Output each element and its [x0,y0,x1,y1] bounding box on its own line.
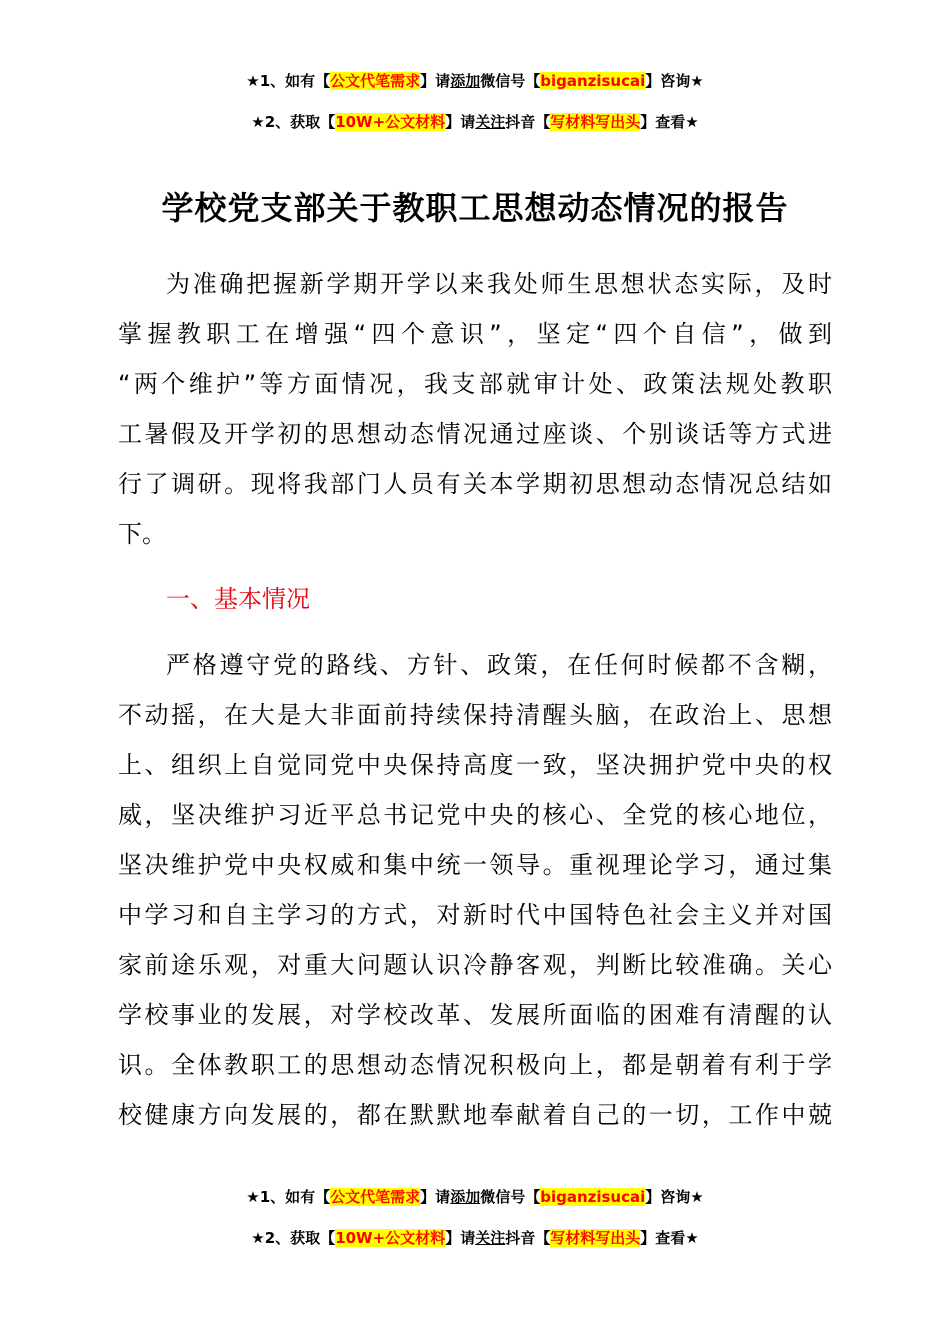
promo-text: ★2、获取【 [251,1229,336,1247]
paragraph-line: 行了调研。现将我部门人员有关本学期初思想动态情况总结如 [118,470,832,498]
promo-underline: 关注 [475,1229,506,1247]
paragraph-line: 严格遵守党的路线、方针、政策，在任何时候都不含糊， [166,651,832,679]
promo-text: 】查看★ [640,113,699,131]
promo-underline: 添加 [450,1188,481,1206]
promo-text: 微信号【 [480,72,541,90]
paragraph-line: 工暑假及开学初的思想动态情况通过座谈、个别谈话等方式进 [118,420,832,448]
paragraph-line: 识。全体教职工的思想动态情况积极向上，都是朝着有利于学 [118,1051,832,1079]
promo-highlight: biganzisucai [540,1188,646,1206]
promo-highlight: 公文代笔需求 [330,1188,421,1206]
promo-text: 】请 [420,72,451,90]
promo-highlight: 写材料写出头 [550,113,641,131]
promo-text: 抖音【 [505,1229,551,1247]
paragraph-line: 为准确把握新学期开学以来我处师生思想状态实际，及时 [166,270,832,298]
paragraph-line: 掌握教职工在增强“四个意识”，坚定“四个自信”，做到 [118,320,832,348]
promo-underline: 关注 [475,113,506,131]
paragraph-line: 威，坚决维护习近平总书记党中央的核心、全党的核心地位， [118,801,832,829]
promo-highlight: 写材料写出头 [550,1229,641,1247]
document-title: 学校党支部关于教职工思想动态情况的报告 [161,189,789,227]
promo-text: ★1、如有【 [246,72,331,90]
promo-bottom-line-1 [0,1186,950,1208]
promo-text: ★2、获取【 [251,113,336,131]
paragraph-line: 下。 [118,520,166,548]
promo-highlight: 公文代笔需求 [330,72,421,90]
paragraph-line: “两个维护”等方面情况，我支部就审计处、政策法规处教职 [118,370,832,398]
paragraph-line: 坚决维护党中央权威和集中统一领导。重视理论学习，通过集 [118,851,832,879]
promo-text: 】咨询★ [645,72,704,90]
intro-paragraph [118,259,832,559]
promo-text: ★1、如有【 [246,1188,331,1206]
promo-top-line-2 [0,111,950,133]
paragraph-line: 中学习和自主学习的方式，对新时代中国特色社会主义并对国 [118,901,832,929]
promo-text: 】请 [420,1188,451,1206]
paragraph-line: 不动摇，在大是大非面前持续保持清醒头脑，在政治上、思想 [118,701,832,729]
promo-text: 】咨询★ [645,1188,704,1206]
promo-highlight: 10W+公文材料 [335,113,446,131]
paragraph-line: 校健康方向发展的，都在默默地奉献着自己的一切，工作中兢 [118,1101,832,1129]
promo-top-line-1 [0,70,950,92]
promo-text: 】请 [445,1229,476,1247]
promo-text: 】请 [445,113,476,131]
promo-highlight: biganzisucai [540,72,646,90]
section1-paragraph [118,640,832,1140]
promo-underline: 添加 [450,72,481,90]
promo-text: 微信号【 [480,1188,541,1206]
promo-highlight: 10W+公文材料 [335,1229,446,1247]
paragraph-line: 家前途乐观，对重大问题认识冷静客观，判断比较准确。关心 [118,951,832,979]
promo-bottom-line-2 [0,1227,950,1249]
paragraph-line: 学校事业的发展，对学校改革、发展所面临的困难有清醒的认 [118,1001,832,1029]
paragraph-line: 上、组织上自觉同党中央保持高度一致，坚决拥护党中央的权 [118,751,832,779]
promo-text: 抖音【 [505,113,551,131]
section-heading: 一、基本情况 [166,585,310,613]
promo-text: 】查看★ [640,1229,699,1247]
